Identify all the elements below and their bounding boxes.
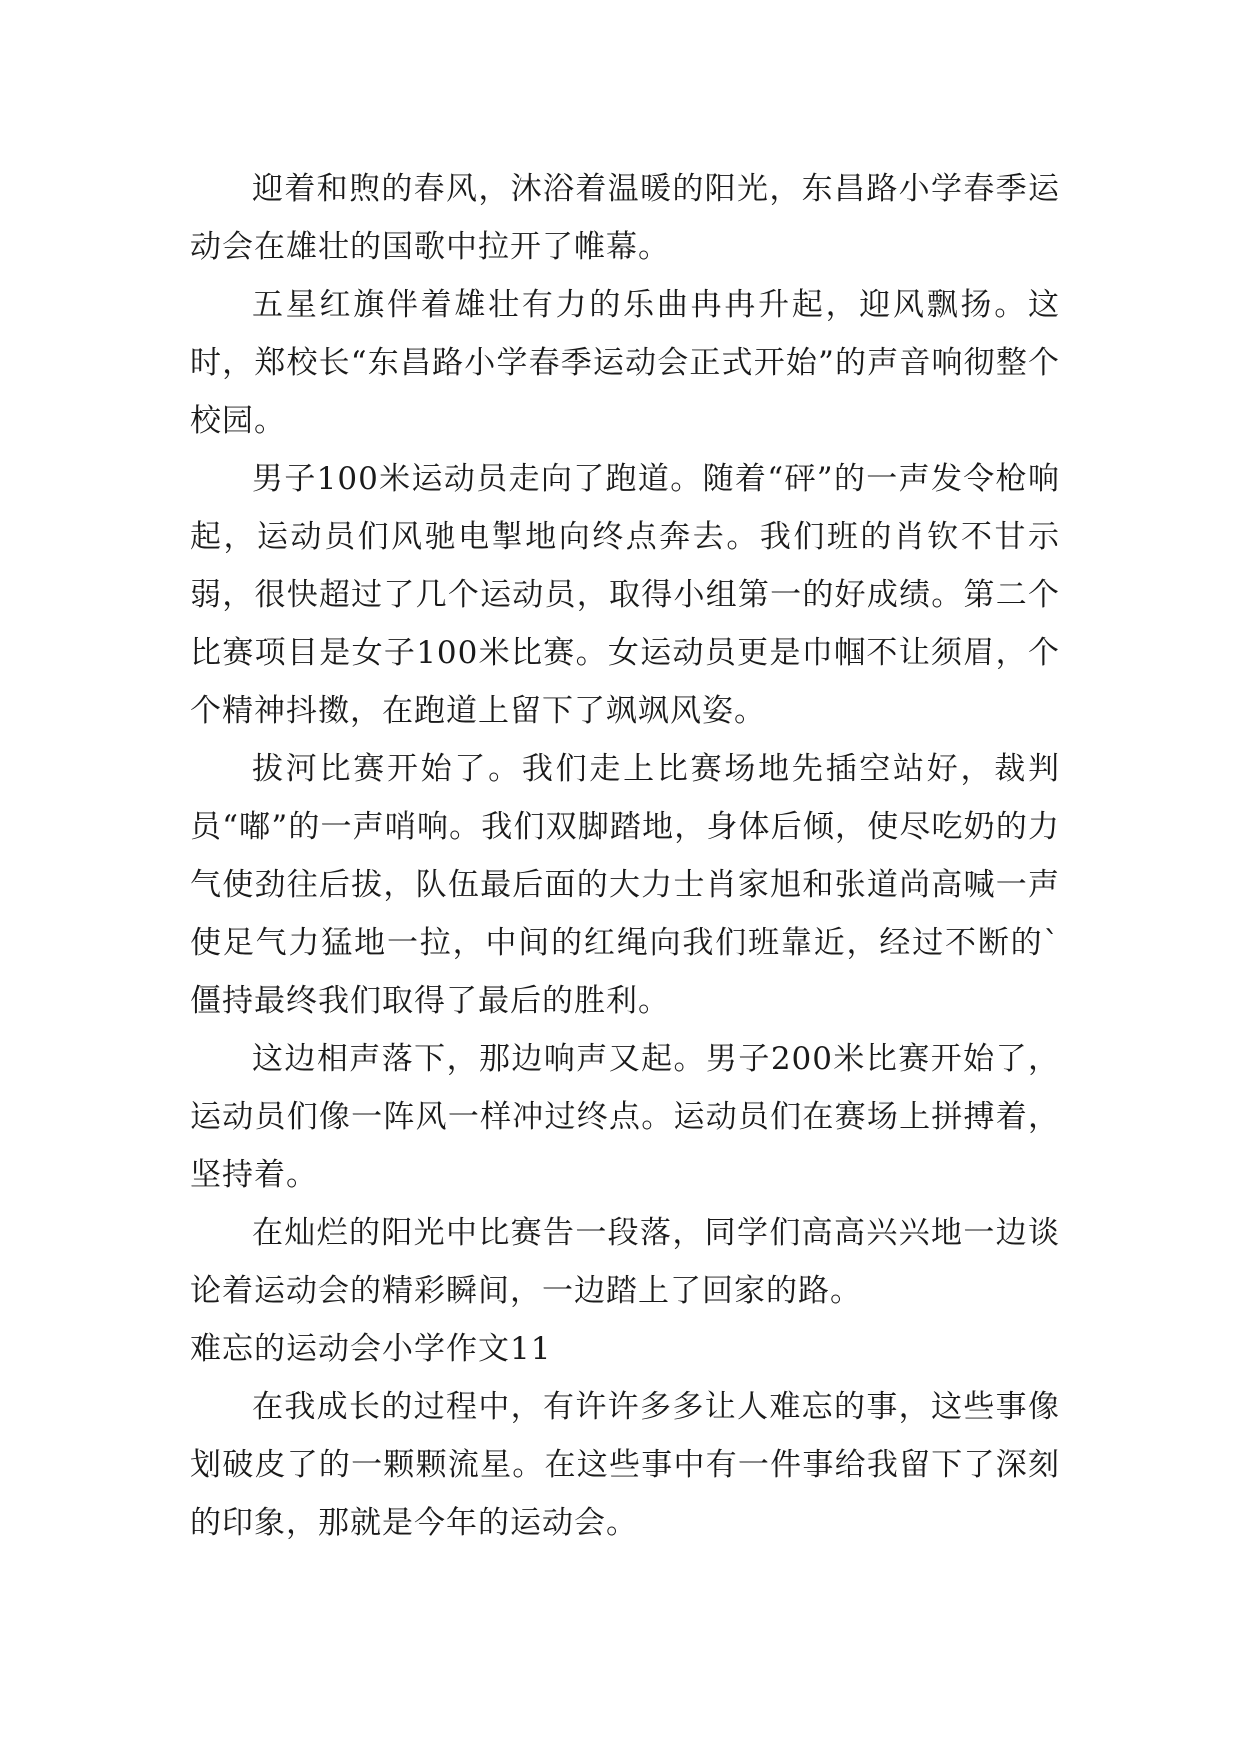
paragraph-opening: 迎着和煦的春风，沐浴着温暖的阳光，东昌路小学春季运动会在雄壮的国歌中拉开了帷幕。 [190, 171, 1060, 265]
paragraph-flag-raising: 五星红旗伴着雄壮有力的乐曲冉冉升起，迎风飘扬。这时，郑校长“东昌路小学春季运动会正式开始”的声音响彻整个校园。 [190, 287, 1060, 439]
document-body [190, 160, 1060, 1552]
paragraph-200m-race: 这边相声落下，那边响声又起。男子200米比赛开始了，运动员们像一阵风一样冲过终点。运动员们在赛场上拼搏着，坚持着。 [190, 1041, 1060, 1193]
paragraph-ending: 在灿烂的阳光中比赛告一段落，同学们高高兴兴地一边谈论着运动会的精彩瞬间，一边踏上了回家的路。 [190, 1215, 1060, 1309]
paragraph-tug-of-war: 拔河比赛开始了。我们走上比赛场地先插空站好，裁判员“嘟”的一声哨响。我们双脚踏地，身体后倾，使尽吃奶的力气使劲往后拔，队伍最后面的大力士肖家旭和张道尚高喊一声使足气力猛地一拉，中间的红绳向我们班靠近，经过不断的`僵持最终我们取得了最后的胜利。 [190, 751, 1060, 1019]
paragraph-100m-race: 男子100米运动员走向了跑道。随着“砰”的一声发令枪响起，运动员们风驰电掣地向终点奔去。我们班的肖钦不甘示弱，很快超过了几个运动员，取得小组第一的好成绩。第二个比赛项目是女子100米比赛。女运动员更是巾帼不让须眉，个个精神抖擞，在跑道上留下了飒飒风姿。 [190, 461, 1060, 729]
essay-heading: 难忘的运动会小学作文11 [190, 1331, 552, 1367]
paragraph-new-essay-intro: 在我成长的过程中，有许许多多让人难忘的事，这些事像划破皮了的一颗颗流星。在这些事中有一件事给我留下了深刻的印象，那就是今年的运动会。 [190, 1389, 1060, 1541]
